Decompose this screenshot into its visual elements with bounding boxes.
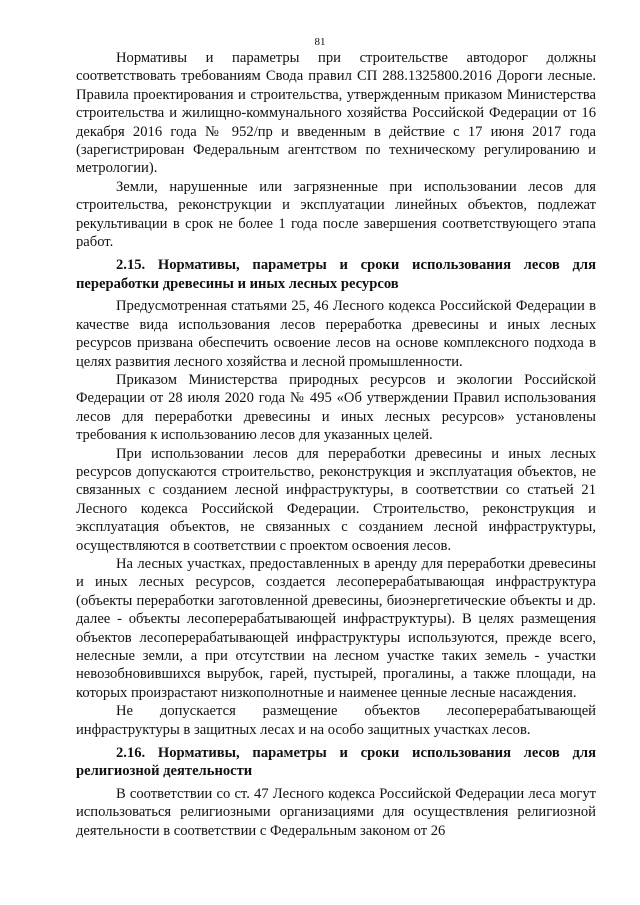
paragraph-ministry-order: Приказом Министерства природных ресурсов и экологии Российской Федерации от 28 июля 2020 года № 495 «Об утверждении Правил использования лесов для переработки древесины и иных лесных ресурсов» установлены требования к использованию лесов для указанных целей. bbox=[76, 371, 596, 444]
section-heading-2-15: 2.15. Нормативы, параметры и сроки использования лесов для переработки древесины и иных лесных ресурсов bbox=[76, 257, 596, 292]
page-content bbox=[76, 49, 596, 840]
paragraph-land-recultivation: Земли, нарушенные или загрязненные при использовании лесов для строительства, реконструкции и эксплуатации линейных объектов, подлежат рекультивации в срок не более 1 года после завершения соответствующего этапа работ. bbox=[76, 178, 596, 251]
paragraph-wood-processing-purpose: Предусмотренная статьями 25, 46 Лесного кодекса Российской Федерации в качестве вида использования лесов переработка древесины и иных лесных ресурсов призвана обеспечить освоение лесов на основе комплексного подхода в целях развития лесного хозяйства и лесной промышленности. bbox=[76, 298, 596, 370]
paragraph-road-standards: Нормативы и параметры при строительстве автодорог должны соответствовать требованиям Свода правил СП 288.1325800.2016 Дороги лесные. Правила проектирования и строительства, утвержденным приказом Министерства строительства и жилищно-коммунального хозяйства Российской Федерации от 16 декабря 2016 года № 952/пр и введенным в действие с 17 июня 2017 года (зарегистрирован Федеральным агентством по техническому регулированию и метрологии). bbox=[76, 50, 596, 177]
paragraph-religious-use: В соответствии со ст. 47 Лесного кодекса Российской Федерации леса могут использоваться религиозными организациями для осуществления религиозной деятельности в соответствии с Федеральным законом от 26 bbox=[76, 785, 596, 839]
section-heading-2-16: 2.16. Нормативы, параметры и сроки использования лесов для религиозной деятельности bbox=[76, 745, 596, 780]
paragraph-protective-forests: Не допускается размещение объектов лесоперерабатывающей инфраструктуры в защитных лесах и на особо защитных участках лесов. bbox=[76, 703, 596, 738]
paragraph-processing-infrastructure: На лесных участках, предоставленных в аренду для переработки древесины и иных лесных ресурсов, создается лесоперерабатывающая инфраструктура (объекты переработки заготовленной древесины, биоэнергетические объекты и др. далее - объекты лесоперерабатывающей инфраструктуры). В целях размещения объектов лесоперерабатывающей инфраструктуры используются, прежде всего, нелесные земли, а при отсутствии на лесном участке таких земель - участки невозобновившихся вырубок, гарей, пустырей, прогалины, а также площади, на которых произрастают низкополнотные и наименее ценные лесные насаждения. bbox=[76, 555, 596, 701]
paragraph-construction-allowed: При использовании лесов для переработки древесины и иных лесных ресурсов допускаются строительство, реконструкция и эксплуатация объектов, не связанных с созданием лесной инфраструктуры, в соответствии со статьей 21 Лесного кодекса Российской Федерации. Строительство, реконструкция и эксплуатация объектов, не связанных с созданием лесной инфраструктуры, осуществляются в соответствии с проектом освоения лесов. bbox=[76, 445, 596, 554]
page-number: 81 bbox=[314, 36, 326, 48]
